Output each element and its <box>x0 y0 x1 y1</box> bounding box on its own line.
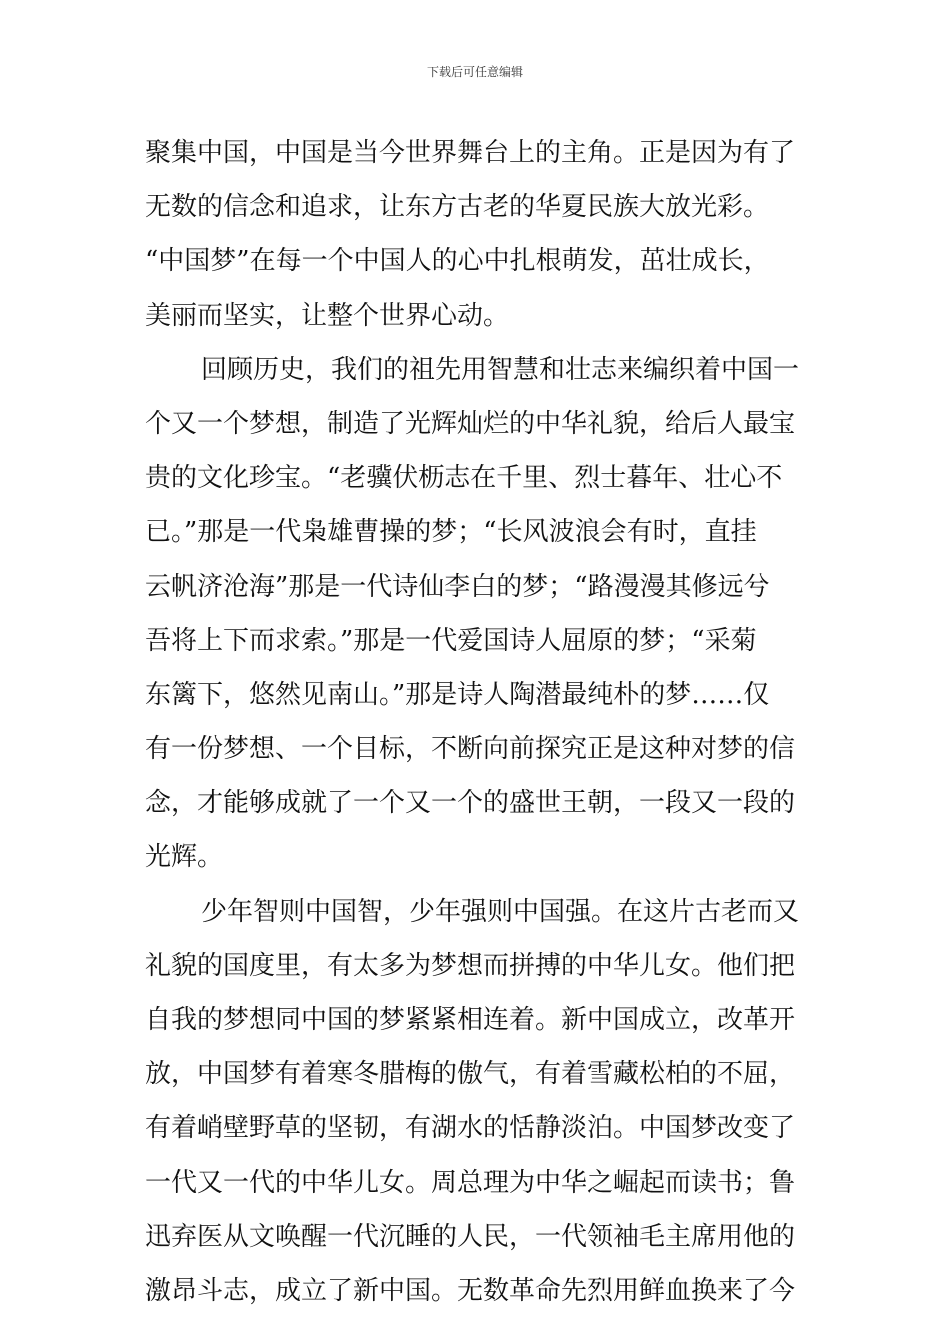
text-line: 放，中国梦有着寒冬腊梅的傲气，有着雪藏松柏的不屈， <box>145 1059 796 1090</box>
text-line: “中国梦”在每一个中国人的心中扎根萌发，茁壮成长， <box>145 246 770 277</box>
text-line: 美丽而坚实，让整个世界心动。 <box>145 300 510 331</box>
text-line: 自我的梦想同中国的梦紧紧相连着。新中国成立，改革开 <box>145 1005 796 1035</box>
text-line: 吾将上下而求索。”那是一代爱国诗人屈原的梦；“采菊 <box>145 625 757 656</box>
text-line: 激昂斗志，成立了新中国。无数革命先烈用鲜血换来了今 <box>145 1275 796 1306</box>
text-line: 有一份梦想、一个目标，不断向前探究正是这种对梦的信 <box>145 734 796 765</box>
page-header-note: 下载后可任意编辑 <box>426 65 523 79</box>
text-line: 东篱下，悠然见南山。”那是诗人陶潜最纯朴的梦……仅 <box>145 679 770 710</box>
text-line: 云帆济沧海”那是一代诗仙李白的梦；“路漫漫其修远兮 <box>145 571 770 602</box>
paragraph-start-line: 少年智则中国智，少年强则中国强。在这片古老而又 <box>201 896 800 927</box>
text-line: 光辉。 <box>145 842 224 873</box>
text-line: 迅弃医从文唤醒一代沉睡的人民，一代领袖毛主席用他的 <box>145 1221 796 1252</box>
text-line: 已。”那是一代枭雄曹操的梦；“长风波浪会有时，直挂 <box>145 517 757 548</box>
paragraph-start-line: 回顾历史，我们的祖先用智慧和壮志来编织着中国一 <box>201 354 800 385</box>
article-body <box>145 126 811 1318</box>
text-line: 个又一个梦想，制造了光辉灿烂的中华礼貌，给后人最宝 <box>145 408 796 439</box>
text-line: 有着峭壁野草的坚韧，有湖水的恬静淡泊。中国梦改变了 <box>145 1113 796 1144</box>
text-line: 贵的文化珍宝。“老骥伏枥志在千里、烈士暮年、壮心不 <box>145 463 783 494</box>
text-line: 一代又一代的中华儿女。周总理为中华之崛起而读书；鲁 <box>145 1167 796 1198</box>
text-line: 聚集中国，中国是当今世界舞台上的主角。正是因为有了 <box>145 138 796 168</box>
text-line: 念，才能够成就了一个又一个的盛世王朝，一段又一段的 <box>145 788 796 819</box>
text-line: 无数的信念和追求，让东方古老的华夏民族大放光彩。 <box>145 192 770 223</box>
text-line: 礼貌的国度里，有太多为梦想而拼搏的中华儿女。他们把 <box>145 950 796 981</box>
